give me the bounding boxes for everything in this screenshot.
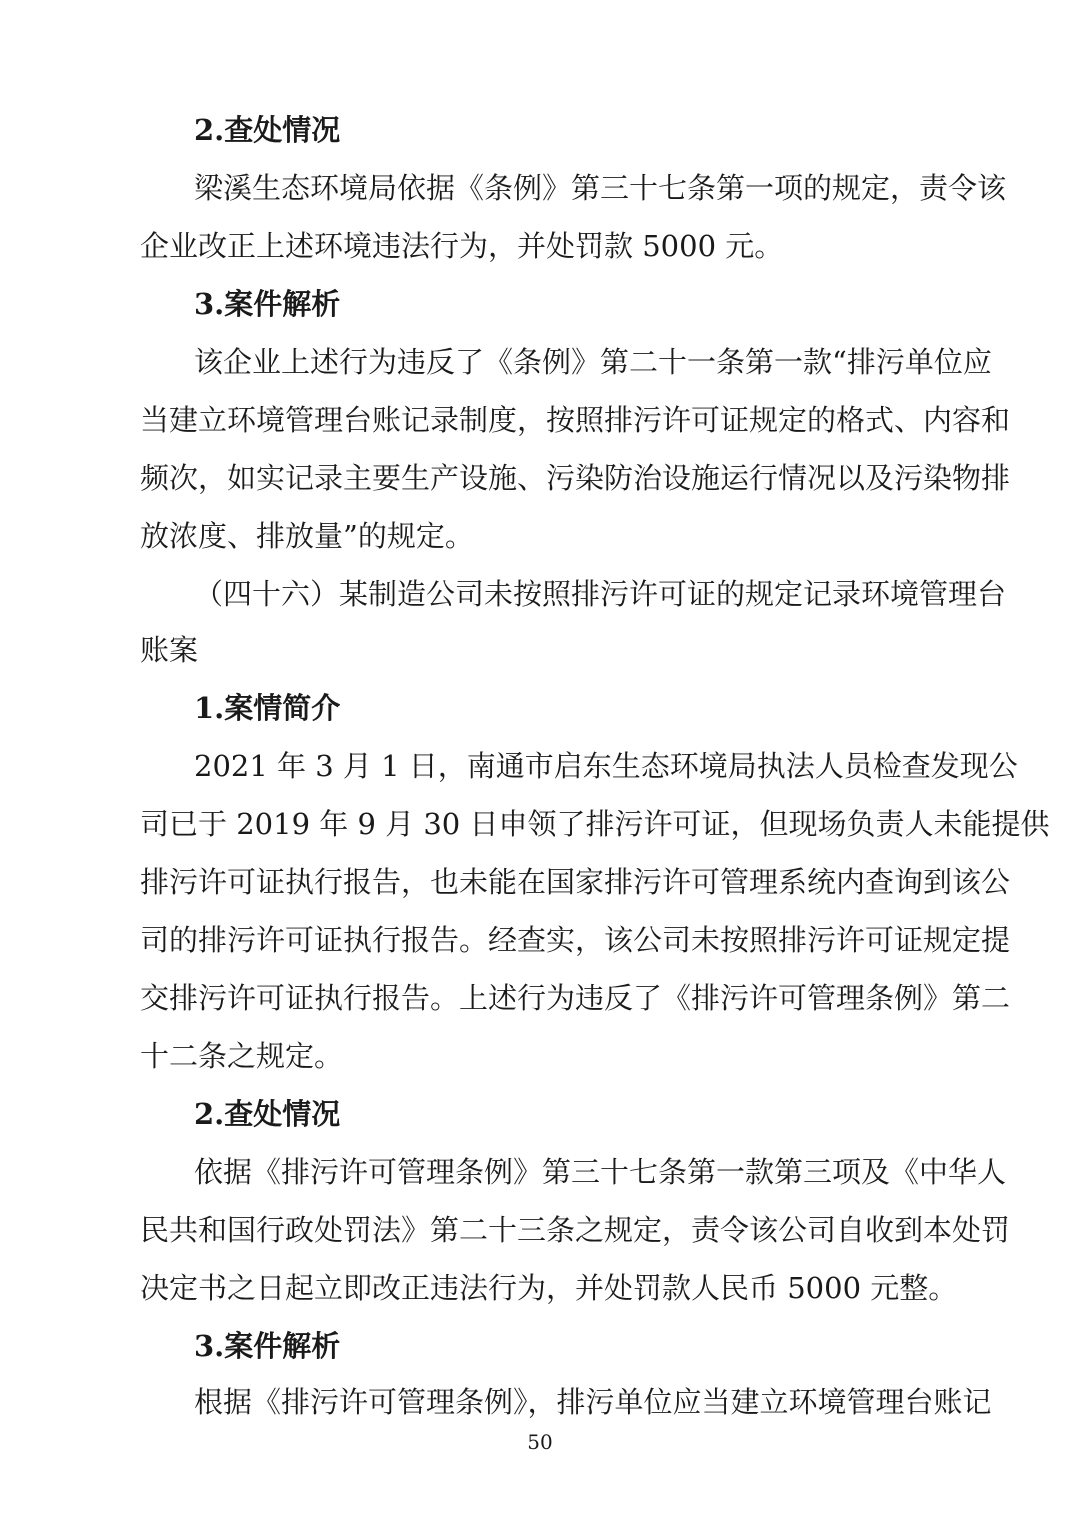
paragraph-line: 频次，如实记录主要生产设施、污染防治设施运行情况以及污染物排 [140, 461, 1011, 495]
section-heading-case-summary: 1.案情简介 [194, 691, 341, 725]
paragraph-line: 根据《排污许可管理条例》，排污单位应当建立环境管理台账记 [194, 1385, 992, 1419]
section-heading-investigation: 2.查处情况 [194, 113, 341, 147]
paragraph-line: 该企业上述行为违反了《条例》第二十一条第一款“排污单位应 [194, 345, 992, 379]
paragraph-line: 2021 年 3 月 1 日，南通市启东生态环境局执法人员检查发现公 [194, 749, 1018, 783]
paragraph-line: 依据《排污许可管理条例》第三十七条第一款第三项及《中华人 [194, 1155, 1007, 1189]
case-title: （四十六）某制造公司未按照排污许可证的规定记录环境管理台 [194, 577, 1007, 611]
paragraph-line: 企业改正上述环境违法行为，并处罚款 5000 元。 [140, 229, 784, 263]
section-heading-analysis: 3.案件解析 [194, 1329, 341, 1363]
paragraph-line: 十二条之规定。 [140, 1039, 344, 1073]
paragraph-line: 司的排污许可证执行报告。经查实，该公司未按照排污许可证规定提 [140, 923, 1011, 957]
paragraph-line: 排污许可证执行报告，也未能在国家排污许可管理系统内查询到该公 [140, 865, 1011, 899]
paragraph-line: 司已于 2019 年 9 月 30 日申领了排污许可证，但现场负责人未能提供 [140, 807, 1050, 841]
section-heading-analysis: 3.案件解析 [194, 287, 341, 321]
paragraph-line: 决定书之日起立即改正违法行为，并处罚款人民币 5000 元整。 [140, 1271, 958, 1305]
section-heading-investigation: 2.查处情况 [194, 1097, 341, 1131]
paragraph-line: 放浓度、排放量”的规定。 [140, 519, 474, 553]
case-title-continued: 账案 [140, 633, 199, 667]
paragraph-line: 梁溪生态环境局依据《条例》第三十七条第一项的规定，责令该 [194, 171, 1007, 205]
paragraph-line: 民共和国行政处罚法》第二十三条之规定，责令该公司自收到本处罚 [140, 1213, 1011, 1247]
page-number: 50 [527, 1430, 553, 1454]
paragraph-line: 交排污许可证执行报告。上述行为违反了《排污许可管理条例》第二 [140, 981, 1011, 1015]
paragraph-line: 当建立环境管理台账记录制度，按照排污许可证规定的格式、内容和 [140, 403, 1011, 437]
